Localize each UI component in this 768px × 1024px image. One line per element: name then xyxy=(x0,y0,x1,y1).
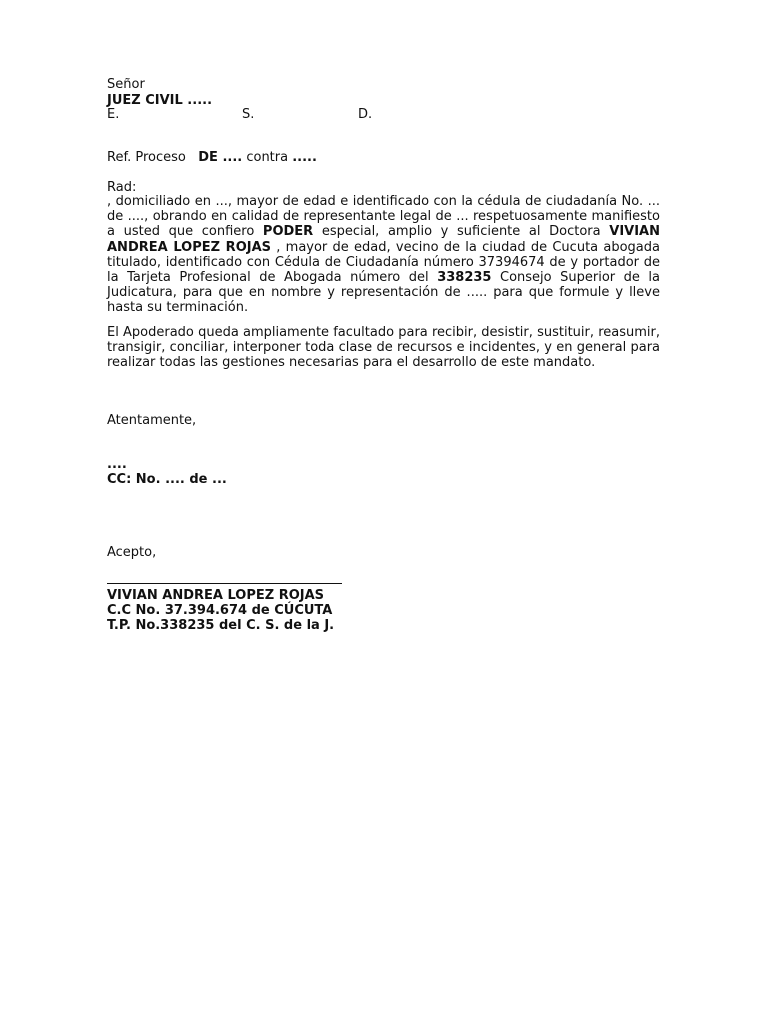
paragraph-facultades: El Apoderado queda ampliamente facultado para recibir, desistir, sustituir, reasumir, transigir, conciliar, interponer toda clase de recursos e incidentes, y en general para realizar todas las gestiones necesarias para el desarrollo de este mandato. xyxy=(107,325,660,371)
reference-contra: contra xyxy=(246,150,289,165)
paragraph-poder-text-c: , mayor de edad, vecino de la ciudad de Cucuta abogada titulado, identificado con Cédula de Ciudadanía número 37394674 de y portador de la Tarjeta Profesional de Abogada número del xyxy=(107,239,660,286)
reference-line xyxy=(107,150,317,165)
closing: Atentamente, xyxy=(107,413,197,428)
paragraph-poder-text-a: , domiciliado en ..., mayor de edad e identificado con la cédula de ciudadanía No. ... de ...., obrando en calidad de representante legal de ... respetuosamente manifiesto a usted que confiero xyxy=(107,194,660,240)
rad-label: Rad: xyxy=(107,180,137,195)
paragraph-poder-text-d: Consejo Superior de la Judicatura, para que en nombre y representación de ..... para que formule y lleve hasta su terminación. xyxy=(107,270,660,316)
reference-prefix: Ref. Proceso xyxy=(107,150,186,165)
paragraph-poder xyxy=(107,194,660,316)
attorney-name-inline: VIVIAN ANDREA LOPEZ ROJAS xyxy=(107,224,661,255)
addressee: JUEZ CIVIL ..... xyxy=(107,93,213,108)
grantor-cc: CC: No. .... de ... xyxy=(107,472,227,487)
salutation: Señor xyxy=(107,77,145,92)
poder-word: PODER xyxy=(262,224,314,240)
signature-line xyxy=(107,583,342,584)
reference-parties: DE .... xyxy=(198,150,243,165)
attorney-tp: T.P. No.338235 del C. S. de la J. xyxy=(107,618,335,633)
tp-number-inline: 338235 xyxy=(437,270,492,286)
attorney-cc: C.C No. 37.394.674 de CÚCUTA xyxy=(107,603,333,618)
esd-s: S. xyxy=(242,107,255,122)
esd-d: D. xyxy=(358,107,373,122)
attorney-name: VIVIAN ANDREA LOPEZ ROJAS xyxy=(107,588,325,603)
esd-e: E. xyxy=(107,107,120,122)
reference-defendant: ..... xyxy=(292,150,317,165)
paragraph-poder-text-b: especial, amplio y suficiente al Doctora xyxy=(313,224,610,240)
grantor-name: .... xyxy=(107,457,127,472)
acceptance-label: Acepto, xyxy=(107,545,157,560)
